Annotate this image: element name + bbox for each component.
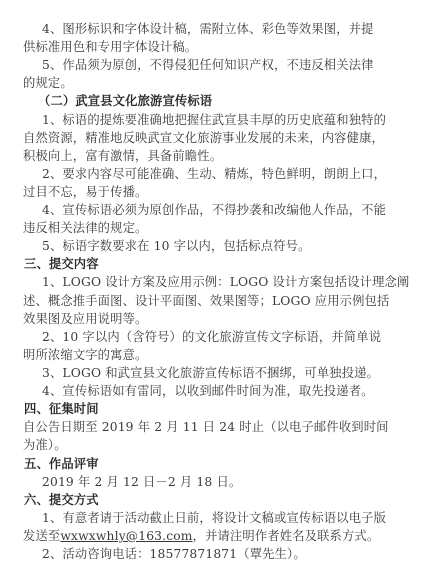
paragraph-line: 2、10 字以内（含符号）的文化旅游宣传文字标语，并简单说 xyxy=(42,329,382,344)
email-link[interactable]: wxwxwhly@163.com xyxy=(60,528,193,543)
paragraph-line: 4、宣传标语如有雷同，以收到邮件时间为准，取先投递者。 xyxy=(42,384,374,399)
paragraph-line: 供标准用色和专用字体设计稿。 xyxy=(23,40,198,55)
paragraph-line: 明所浓缩文字的寓意。 xyxy=(23,347,148,362)
paragraph-line: 违反相关法律的规定。 xyxy=(23,221,148,236)
paragraph-line: 为准）。 xyxy=(23,438,67,453)
section-heading: 三、提交内容 xyxy=(24,256,99,272)
paragraph-line: 2、活动咨询电话：18577871871（覃先生）。 xyxy=(42,547,306,561)
email-suffix: ，并请注明作者姓名及联系方式。 xyxy=(192,528,380,543)
section-heading: 四、征集时间 xyxy=(24,401,99,417)
paragraph-line: 4、图形标识和字体设计稿，需附立体、彩色等效果图，并提 xyxy=(42,22,374,36)
paragraph-line: 5、标语字数要求在 10 字以内，包括标点符号。 xyxy=(42,239,311,254)
paragraph-line: 积极向上，富有激情，具备前瞻性。 xyxy=(23,148,223,163)
paragraph-line: 5、作品须为原创，不得侵犯任何知识产权，不违反相关法律 xyxy=(42,58,374,73)
paragraph-line: 自然资源，精准地反映武宣文化旅游事业发展的未来，内容健康， xyxy=(23,130,384,145)
paragraph-line: 过目不忘，易于传播。 xyxy=(23,184,148,199)
paragraph-line: 1、标语的提炼要准确地把握住武宣县丰厚的历史底蕴和独特的 xyxy=(42,112,387,127)
paragraph-line: 的规定。 xyxy=(23,76,73,91)
section-heading: 五、作品评审 xyxy=(24,455,99,471)
paragraph-line: 自公告日期至 2019 年 2 月 11 日 24 时止（以电子邮件收到时间 xyxy=(23,420,389,435)
section-subheading: （二）武宣县文化旅游宣传标语 xyxy=(38,93,213,109)
paragraph-line: 1、有意者请于活动截止日前，将设计文稿或宣传标语以电子版 xyxy=(42,510,387,525)
paragraph-line: 效果图及应用说明等。 xyxy=(23,311,148,326)
paragraph-line: 3、LOGO 和武宣县文化旅游宣传标语不捆绑，可单独投递。 xyxy=(42,366,380,380)
email-prefix: 发送至 xyxy=(23,528,61,543)
paragraph-line: 2、要求内容尽可能准确、生动、精炼，特色鲜明，朗朗上口， xyxy=(42,166,387,181)
email-line xyxy=(23,530,379,542)
section-heading: 六、提交方式 xyxy=(24,491,99,507)
paragraph-line: 述、概念推手面图、设计平面图、效果图等；LOGO 应用示例包括 xyxy=(23,293,390,308)
paragraph-line: 2019 年 2 月 12 日－2 月 18 日。 xyxy=(42,474,242,489)
paragraph-line: 1、LOGO 设计方案及应用示例：LOGO 设计方案包括设计理念阐 xyxy=(42,275,410,290)
paragraph-line: 4、宣传标语必须为原创作品，不得抄袭和改编他人作品，不能 xyxy=(42,203,387,217)
